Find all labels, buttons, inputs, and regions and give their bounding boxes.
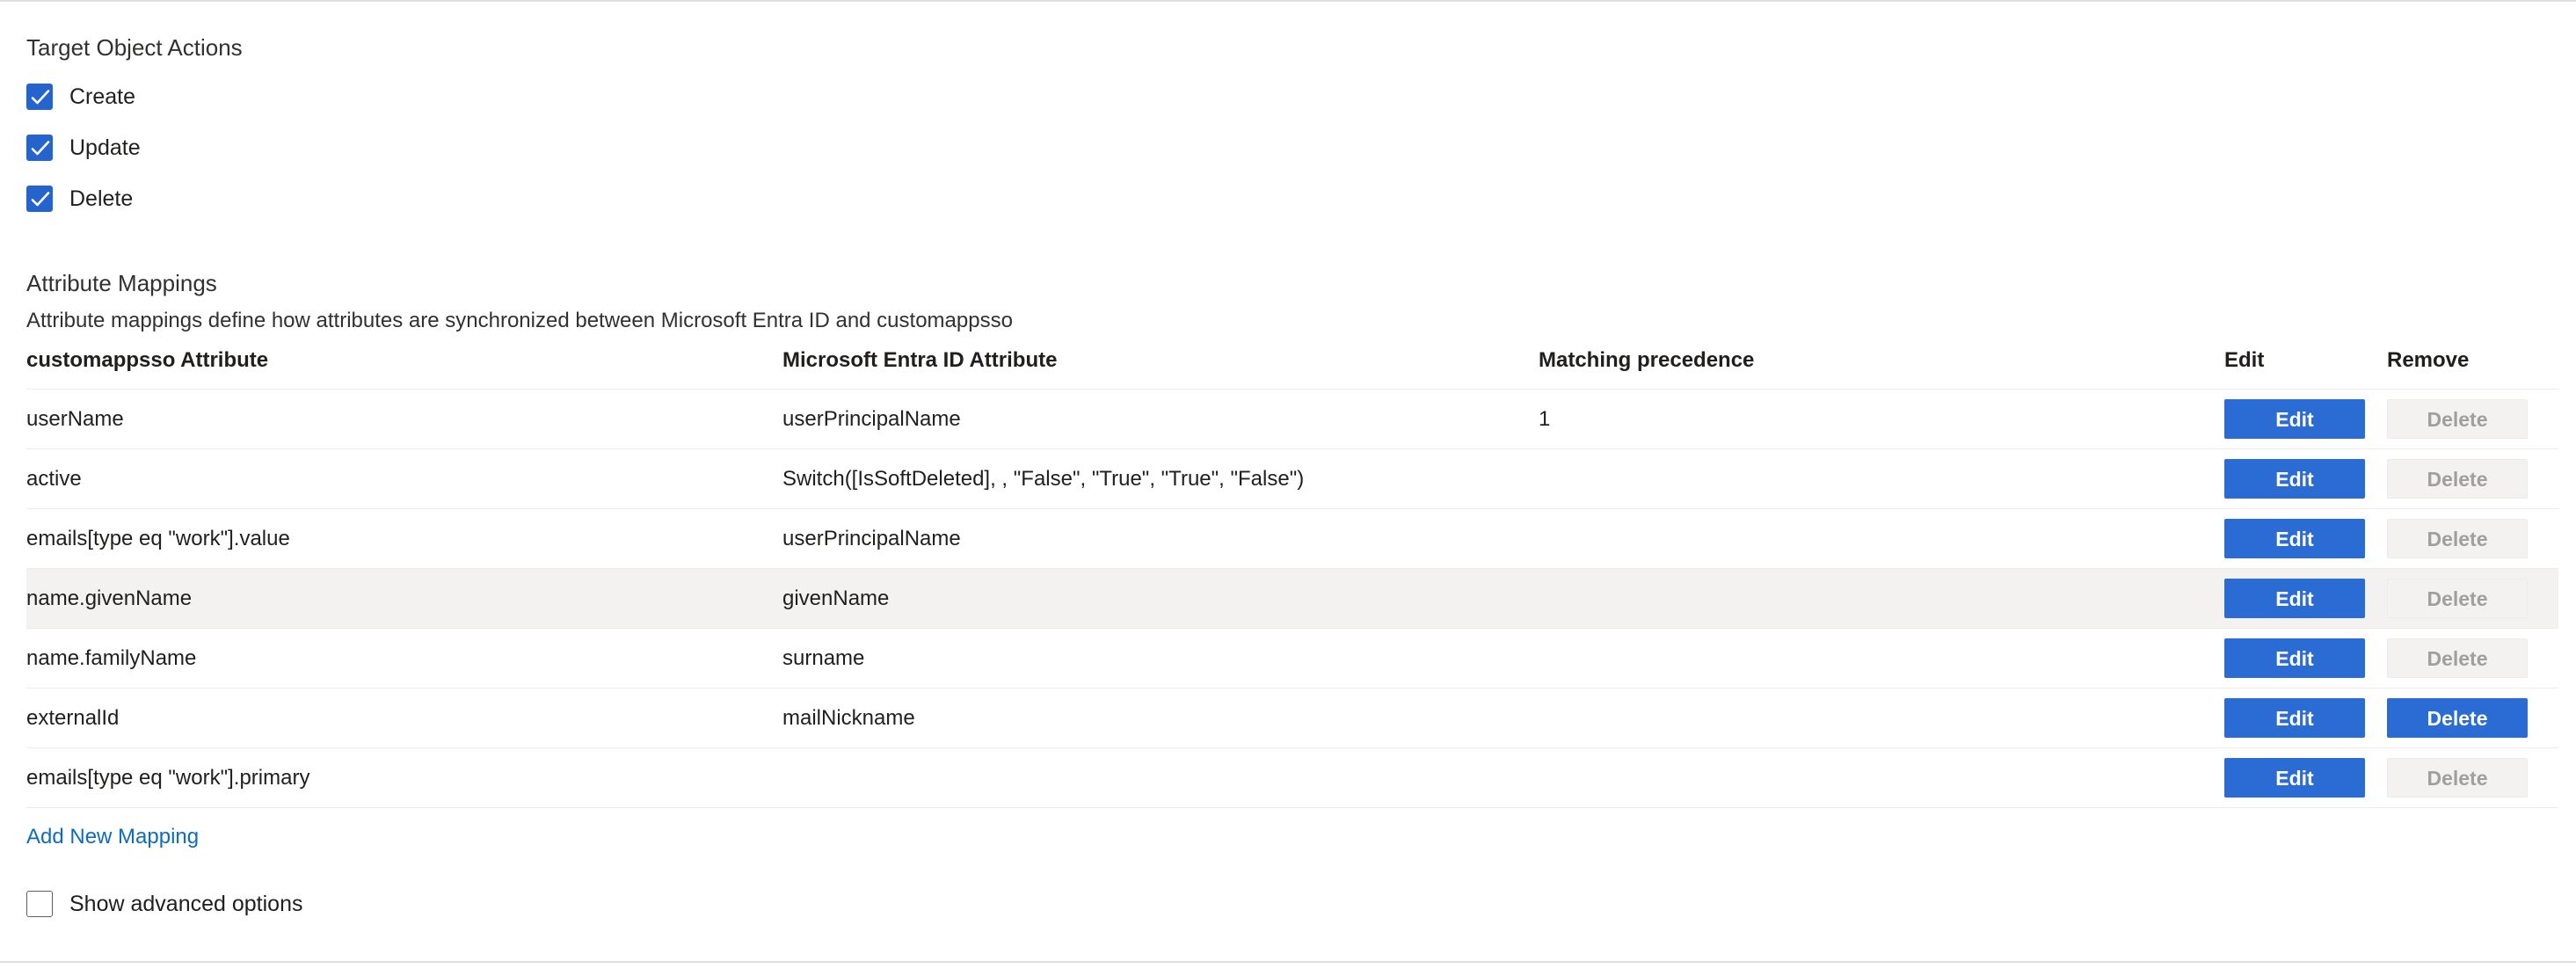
cell-target: surname <box>782 629 1539 688</box>
cell-precedence: 1 <box>1539 390 2224 449</box>
cell-remove <box>2387 688 2558 748</box>
table-row <box>26 748 2558 808</box>
checkbox-show-advanced-options[interactable] <box>26 891 53 917</box>
delete-button: Delete <box>2387 638 2528 678</box>
edit-button[interactable]: Edit <box>2224 638 2365 678</box>
cell-source: emails[type eq "work"].primary <box>26 748 782 808</box>
cell-remove <box>2387 390 2558 449</box>
table-row <box>26 629 2558 688</box>
add-new-mapping-link[interactable]: Add New Mapping <box>26 825 200 849</box>
edit-button[interactable]: Edit <box>2224 698 2365 738</box>
checkbox-row-create[interactable] <box>26 81 2576 113</box>
cell-source: userName <box>26 390 782 449</box>
cell-edit <box>2224 390 2387 449</box>
checkbox-label-create: Create <box>69 84 136 109</box>
cell-source: emails[type eq "work"].value <box>26 509 782 569</box>
delete-button: Delete <box>2387 519 2528 558</box>
cell-precedence <box>1539 449 2224 509</box>
cell-source: externalId <box>26 688 782 748</box>
target-object-actions-title: Target Object Actions <box>26 34 243 61</box>
delete-button: Delete <box>2387 758 2528 798</box>
column-header-target: Microsoft Entra ID Attribute <box>782 348 1058 372</box>
cell-remove <box>2387 629 2558 688</box>
cell-target <box>782 748 1539 808</box>
column-header-source: customappsso Attribute <box>26 348 269 372</box>
cell-remove <box>2387 509 2558 569</box>
checkbox-create[interactable] <box>26 84 53 110</box>
cell-precedence <box>1539 688 2224 748</box>
cell-target: userPrincipalName <box>782 390 1539 449</box>
panel-bottom-divider <box>0 961 2576 963</box>
table-row <box>26 569 2558 629</box>
cell-source: name.familyName <box>26 629 782 688</box>
cell-edit <box>2224 688 2387 748</box>
checkbox-row-show-advanced-options[interactable] <box>26 891 2576 917</box>
checkbox-label-delete: Delete <box>69 186 134 211</box>
edit-button[interactable]: Edit <box>2224 399 2365 439</box>
cell-precedence <box>1539 569 2224 629</box>
cell-edit <box>2224 449 2387 509</box>
table-row <box>26 390 2558 449</box>
checkbox-update[interactable] <box>26 135 53 161</box>
delete-button: Delete <box>2387 579 2528 618</box>
checkbox-row-update[interactable] <box>26 132 2576 164</box>
column-header-edit: Edit <box>2224 348 2265 372</box>
cell-target: userPrincipalName <box>782 509 1539 569</box>
cell-edit <box>2224 569 2387 629</box>
checkbox-label-show-advanced-options: Show advanced options <box>69 892 303 916</box>
cell-target: Switch([IsSoftDeleted], , "False", "True", "True", "False") <box>782 449 1539 509</box>
delete-button: Delete <box>2387 459 2528 499</box>
cell-edit <box>2224 748 2387 808</box>
cell-source: name.givenName <box>26 569 782 629</box>
attribute-mappings-table <box>26 348 2558 808</box>
table-header-row <box>26 348 2558 390</box>
cell-edit <box>2224 509 2387 569</box>
cell-edit <box>2224 629 2387 688</box>
attribute-mappings-description: Attribute mappings define how attributes are synchronized between Microsoft Entra ID and customappsso <box>26 309 1013 332</box>
cell-remove <box>2387 748 2558 808</box>
attribute-mappings-title: Attribute Mappings <box>26 270 217 296</box>
cell-target: mailNickname <box>782 688 1539 748</box>
cell-source: active <box>26 449 782 509</box>
edit-button[interactable]: Edit <box>2224 758 2365 798</box>
column-header-precedence: Matching precedence <box>1539 348 1755 372</box>
edit-button[interactable]: Edit <box>2224 579 2365 618</box>
cell-target: givenName <box>782 569 1539 629</box>
cell-precedence <box>1539 629 2224 688</box>
checkbox-delete[interactable] <box>26 186 53 212</box>
edit-button[interactable]: Edit <box>2224 519 2365 558</box>
delete-button: Delete <box>2387 399 2528 439</box>
cell-precedence <box>1539 748 2224 808</box>
column-header-remove: Remove <box>2387 348 2470 372</box>
table-row <box>26 449 2558 509</box>
table-row <box>26 509 2558 569</box>
cell-remove <box>2387 569 2558 629</box>
table-row <box>26 688 2558 748</box>
checkbox-label-update: Update <box>69 135 141 160</box>
delete-button[interactable]: Delete <box>2387 698 2528 738</box>
checkbox-row-delete[interactable] <box>26 183 2576 215</box>
cell-remove <box>2387 449 2558 509</box>
cell-precedence <box>1539 509 2224 569</box>
edit-button[interactable]: Edit <box>2224 459 2365 499</box>
